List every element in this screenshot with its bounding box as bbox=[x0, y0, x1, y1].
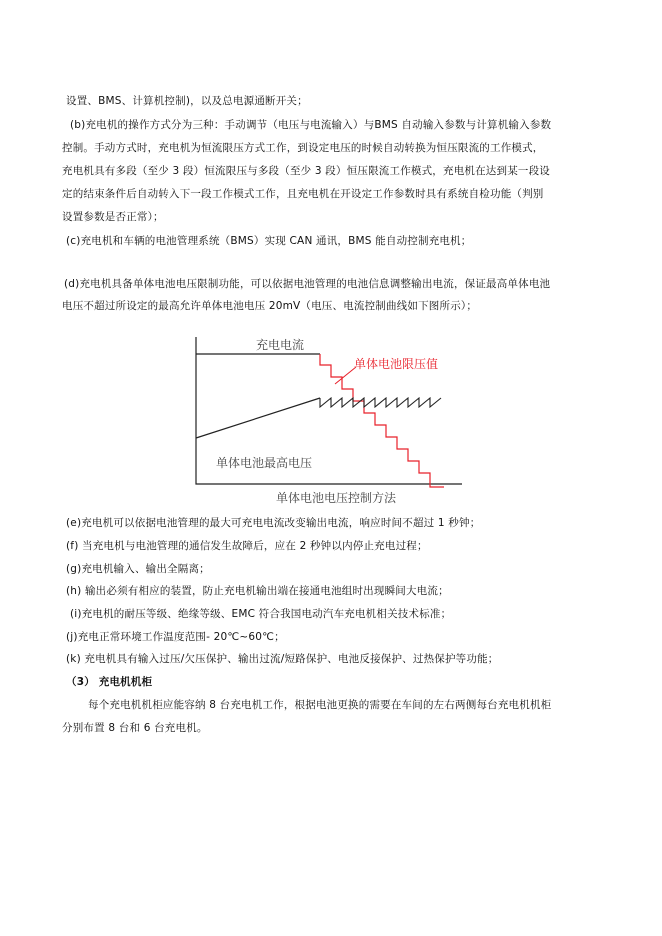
paragraph-b-line-3: 充电机具有多段（至少 3 段）恒流限压与多段（至少 3 段）恒压限流工作模式，充电机在达到某一段设 bbox=[62, 165, 551, 177]
paragraph-h: (h) 输出必须有相应的装置，防止充电机输出端在接通电池组时出现瞬间大电流； bbox=[66, 585, 449, 597]
paragraph-b-line-5: 设置参数是否正常）； bbox=[62, 211, 164, 223]
paragraph-i: (i)充电机的耐压等级、绝缘等级、EMC 符合我国电动汽车充电机相关技术标准； bbox=[70, 608, 452, 620]
current-label: 充电电流 bbox=[256, 338, 305, 352]
limit-label-leader bbox=[335, 367, 356, 384]
paragraph-g: (g)充电机输入、输出全隔离； bbox=[66, 563, 210, 575]
paragraph-d-line-1: (d)充电机具备单体电池电压限制功能，可以依据电池管理的电池信息调整输出电流，保证最高单体电池 bbox=[64, 278, 551, 290]
section-3-heading: （3） 充电机机柜 bbox=[66, 676, 153, 688]
cell-voltage-sawtooth bbox=[320, 398, 441, 407]
section-3-body-line-1: 每个充电机机柜应能容纳 8 台充电机工作，根据电池更换的需要在车间的左右两侧每台充电机机柜 bbox=[88, 699, 552, 711]
paragraph-c: (c)充电机和车辆的电池管理系统（BMS）实现 CAN 通讯，BMS 能自动控制充电机； bbox=[66, 235, 472, 247]
voltage-limit-staircase bbox=[320, 354, 444, 487]
paragraph-b-line-4: 定的结束条件后自动转入下一段工作模式工作，且充电机在开设定工作参数时具有系统自检功能（判别 bbox=[62, 188, 544, 200]
voltage-label: 单体电池最高电压 bbox=[216, 456, 313, 470]
section-3-body-line-2: 分别布置 8 台和 6 台充电机。 bbox=[62, 722, 208, 734]
voltage-control-figure bbox=[186, 327, 474, 507]
paragraph-a-tail: 设置、BMS、计算机控制)，以及总电源通断开关； bbox=[66, 95, 308, 107]
paragraph-e: (e)充电机可以依据电池管理的最大可充电电流改变输出电流，响应时间不超过 1 秒钟； bbox=[66, 517, 481, 529]
chart-caption: 单体电池电压控制方法 bbox=[276, 491, 397, 505]
voltage-control-diagram bbox=[186, 327, 474, 507]
paragraph-k: (k) 充电机具有输入过压/欠压保护、输出过流/短路保护、电池反接保护、过热保护等功能； bbox=[66, 653, 499, 665]
cell-voltage-line bbox=[196, 398, 320, 438]
paragraph-j: (j)充电正常环境工作温度范围- 20℃~60℃； bbox=[66, 631, 285, 643]
limit-label: 单体电池限压值 bbox=[354, 357, 439, 371]
paragraph-b-line-2: 控制。手动方式时，充电机为恒流限压方式工作，到设定电压的时候自动转换为恒压限流的工作模式， bbox=[62, 142, 544, 154]
paragraph-f: (f) 当充电机与电池管理的通信发生故障后，应在 2 秒钟以内停止充电过程； bbox=[66, 540, 428, 552]
paragraph-b-line-1: (b)充电机的操作方式分为三种：手动调节（电压与电流输入）与BMS 自动输入参数与计算机输入参数 bbox=[70, 119, 552, 131]
paragraph-d-line-2: 电压不超过所设定的最高允许单体电池电压 20mV（电压、电流控制曲线如下图所示）； bbox=[62, 300, 478, 312]
